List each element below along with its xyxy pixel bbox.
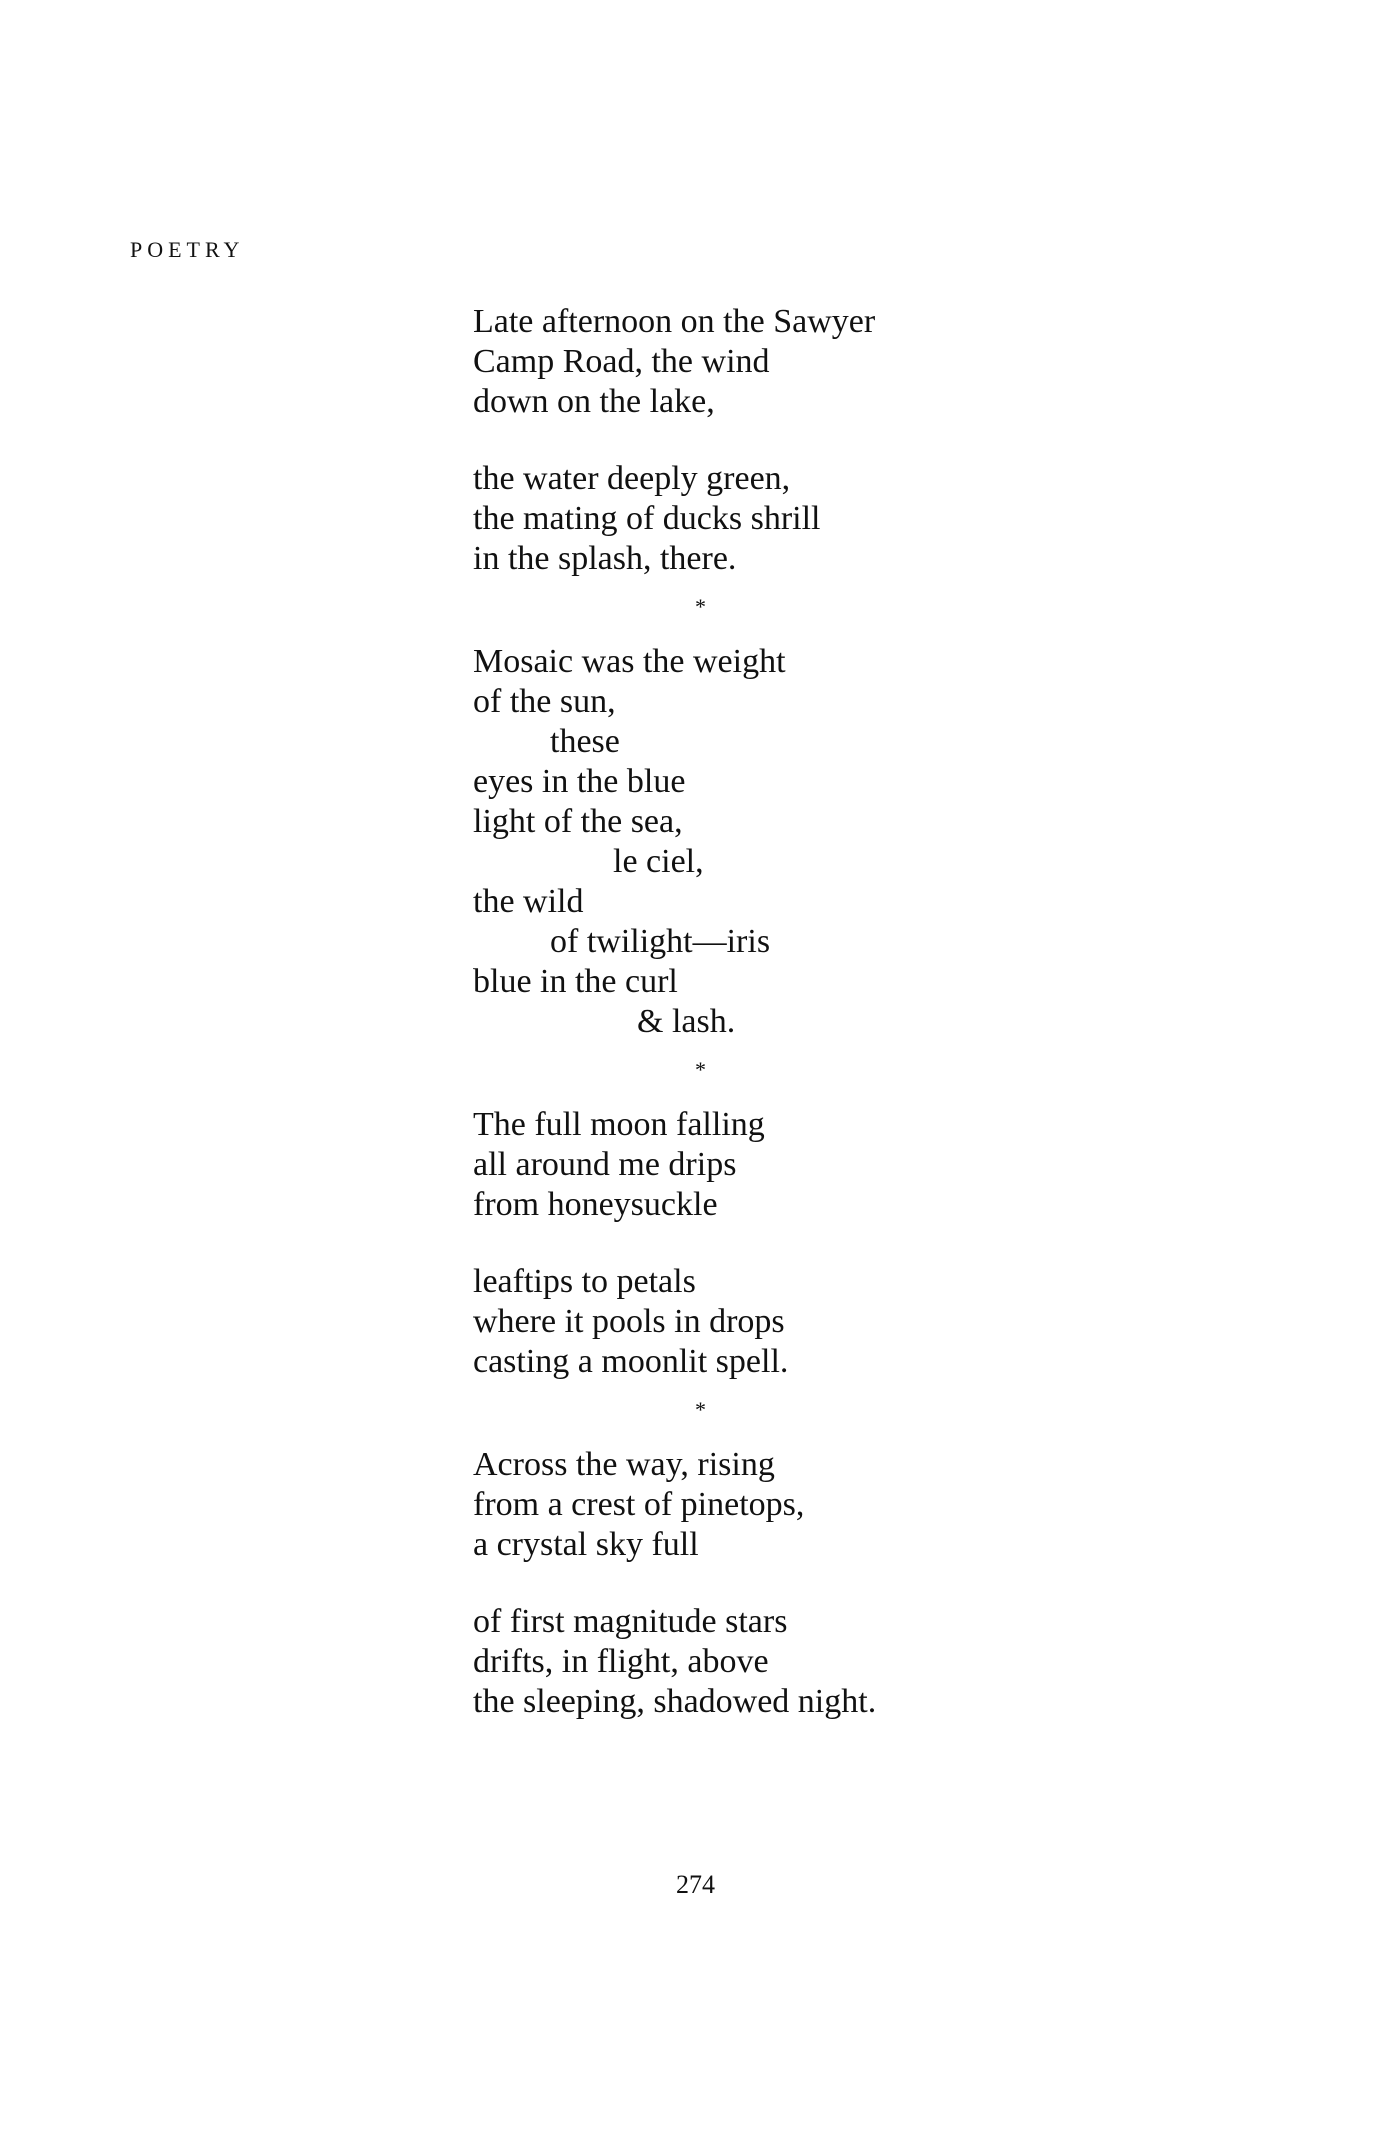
stanza-break bbox=[473, 1225, 1233, 1262]
poem-line: the sleeping, shadowed night. bbox=[473, 1683, 877, 1720]
poem-line: of first magnitude stars bbox=[473, 1603, 788, 1640]
page-number: 274 bbox=[676, 1870, 715, 1899]
poem-body bbox=[473, 302, 1233, 1722]
poem-line: blue in the curl bbox=[473, 963, 678, 1000]
stanza bbox=[473, 1445, 1233, 1565]
poem-line: leaftips to petals bbox=[473, 1263, 696, 1300]
poem-line: from honeysuckle bbox=[473, 1186, 718, 1223]
stanza bbox=[473, 302, 1233, 422]
poem-section bbox=[473, 1445, 1233, 1722]
poem-line: the wild bbox=[473, 883, 584, 920]
poem-line: in the splash, there. bbox=[473, 540, 737, 577]
stanza-break bbox=[473, 1565, 1233, 1602]
asterisk-separator: * bbox=[695, 594, 706, 619]
asterisk-separator: * bbox=[695, 1397, 706, 1422]
poem-line: The full moon falling bbox=[473, 1106, 765, 1143]
poem-line: Camp Road, the wind bbox=[473, 343, 770, 380]
poem-section bbox=[473, 642, 1233, 1042]
poem-line: casting a moonlit spell. bbox=[473, 1343, 789, 1380]
poem-line-indented: of twilight—iris bbox=[550, 923, 771, 960]
poem-line: drifts, in flight, above bbox=[473, 1643, 769, 1680]
poem-line: Late afternoon on the Sawyer bbox=[473, 303, 876, 340]
poem-line: a crystal sky full bbox=[473, 1526, 699, 1563]
asterisk-separator: * bbox=[695, 1057, 706, 1082]
stanza bbox=[473, 1105, 1233, 1225]
poem-line: from a crest of pinetops, bbox=[473, 1486, 805, 1523]
stanza bbox=[473, 1602, 1233, 1722]
section-separator bbox=[473, 579, 1233, 642]
section-separator bbox=[473, 1042, 1233, 1105]
poem-line-indented: le ciel, bbox=[613, 843, 704, 880]
poem-line: the water deeply green, bbox=[473, 460, 791, 497]
poem-line: Mosaic was the weight bbox=[473, 643, 786, 680]
poem-line-indented: & lash. bbox=[637, 1003, 736, 1040]
poem-line-indented: these bbox=[550, 723, 620, 760]
poem-line: light of the sea, bbox=[473, 803, 683, 840]
poem-section bbox=[473, 1105, 1233, 1382]
stanza bbox=[473, 1262, 1233, 1382]
stanza bbox=[473, 459, 1233, 579]
section-separator bbox=[473, 1382, 1233, 1445]
poem-section bbox=[473, 302, 1233, 579]
poem-line: Across the way, rising bbox=[473, 1446, 775, 1483]
poem-line: the mating of ducks shrill bbox=[473, 500, 821, 537]
poem-line: eyes in the blue bbox=[473, 763, 686, 800]
running-head: POETRY bbox=[130, 237, 245, 262]
poem-line: of the sun, bbox=[473, 683, 616, 720]
stanza-break bbox=[473, 422, 1233, 459]
poem-line: where it pools in drops bbox=[473, 1303, 785, 1340]
stanza bbox=[473, 642, 1233, 1042]
poem-line: down on the lake, bbox=[473, 383, 715, 420]
poem-line: all around me drips bbox=[473, 1146, 737, 1183]
